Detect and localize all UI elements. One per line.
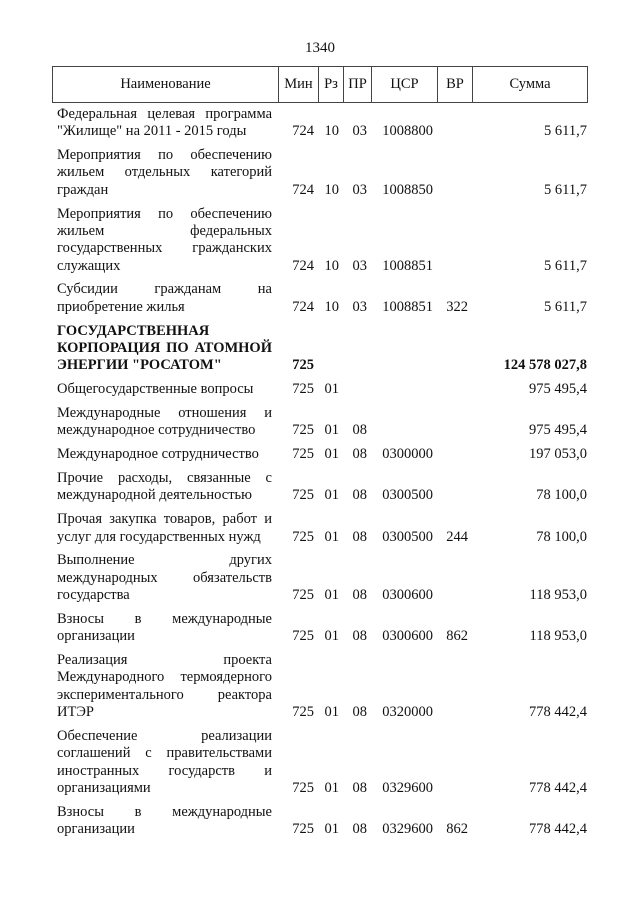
table-row — [57, 470, 587, 505]
table-row — [57, 147, 587, 199]
cell-rz: 01 — [324, 528, 339, 545]
cell-name: Субсидии гражданам на приобретение жилья — [57, 281, 272, 315]
cell-vr: 244 — [446, 528, 468, 545]
cell-pr: 08 — [352, 446, 367, 463]
table-row — [57, 611, 587, 646]
table-row — [57, 206, 587, 275]
cell-pr: 08 — [352, 422, 367, 439]
cell-rz: 01 — [324, 487, 339, 504]
cell-rz: 01 — [324, 628, 339, 645]
cell-min: 724 — [292, 298, 314, 315]
cell-csr: 0329600 — [382, 779, 433, 796]
cell-min: 725 — [292, 446, 314, 463]
cell-name: Мероприятия по обеспечению жильем федеральных государственных гражданских служащих — [57, 205, 272, 274]
table-row — [57, 728, 587, 797]
table-row — [57, 106, 587, 141]
cell-name: Взносы в международные организации — [57, 610, 272, 645]
cell-min: 724 — [292, 257, 314, 274]
header-pr: ПР — [344, 67, 372, 102]
cell-pr: 08 — [352, 587, 367, 604]
cell-name: Обеспечение реализации соглашений с правительствами иностранных государств и организациями — [57, 727, 272, 796]
cell-sum: 124 578 027,8 — [503, 357, 587, 374]
header-rz: Рз — [319, 67, 344, 102]
cell-rz: 01 — [324, 422, 339, 439]
cell-rz: 01 — [324, 704, 339, 721]
cell-vr: 862 — [446, 821, 468, 837]
table-row — [57, 652, 587, 721]
cell-min: 725 — [292, 422, 314, 439]
cell-pr: 03 — [352, 298, 367, 315]
cell-min: 724 — [292, 123, 314, 140]
cell-min: 725 — [292, 779, 314, 796]
cell-csr: 1008800 — [382, 123, 433, 140]
cell-min: 725 — [292, 487, 314, 504]
cell-sum: 975 495,4 — [529, 381, 587, 398]
cell-name: Выполнение других международных обязательств государства — [57, 552, 272, 604]
cell-rz: 01 — [324, 446, 339, 463]
cell-sum: 5 611,7 — [544, 181, 587, 198]
cell-sum: 118 953,0 — [529, 628, 587, 645]
cell-rz: 10 — [324, 123, 339, 140]
cell-min: 725 — [292, 821, 314, 837]
cell-sum: 5 611,7 — [544, 123, 587, 140]
header-vr: ВР — [438, 67, 473, 102]
table-row — [57, 381, 587, 398]
cell-name: Международное сотрудничество — [57, 446, 259, 463]
table-header — [52, 66, 588, 103]
cell-sum: 778 442,4 — [529, 821, 587, 837]
cell-sum: 118 953,0 — [529, 587, 587, 604]
cell-pr: 08 — [352, 704, 367, 721]
header-min: Мин — [279, 67, 319, 102]
cell-min: 725 — [292, 628, 314, 645]
cell-rz: 01 — [324, 779, 339, 796]
cell-pr: 03 — [352, 181, 367, 198]
cell-pr: 08 — [352, 821, 367, 837]
cell-sum: 975 495,4 — [529, 422, 587, 439]
cell-pr: 03 — [352, 123, 367, 140]
cell-vr: 322 — [446, 298, 468, 315]
table-row — [57, 281, 587, 316]
cell-sum: 778 442,4 — [529, 779, 587, 796]
cell-min: 724 — [292, 181, 314, 198]
cell-name: Международные отношения и международное сотрудничество — [57, 405, 272, 439]
header-csr: ЦСР — [372, 67, 438, 102]
cell-rz: 10 — [324, 298, 339, 315]
cell-min: 725 — [292, 528, 314, 545]
cell-csr: 0300600 — [382, 587, 433, 604]
table-row — [57, 511, 587, 546]
cell-rz: 10 — [324, 181, 339, 198]
cell-sum: 5 611,7 — [544, 298, 587, 315]
cell-rz: 01 — [324, 381, 339, 398]
cell-rz: 01 — [324, 587, 339, 604]
cell-name: Общегосударственные вопросы — [57, 381, 254, 398]
cell-pr: 03 — [352, 257, 367, 274]
header-sum: Сумма — [509, 76, 551, 92]
cell-sum: 778 442,4 — [529, 704, 587, 721]
cell-sum: 78 100,0 — [536, 487, 587, 504]
cell-csr: 1008851 — [382, 257, 433, 274]
cell-sum: 197 053,0 — [529, 446, 587, 463]
cell-rz: 01 — [324, 821, 339, 837]
page-number: 1340 — [305, 40, 335, 56]
table-row — [57, 323, 587, 375]
cell-name: Федеральная целевая программа "Жилище" на 2011 - 2015 годы — [57, 106, 272, 140]
cell-pr: 08 — [352, 487, 367, 504]
cell-min: 725 — [292, 587, 314, 604]
cell-min: 725 — [292, 357, 314, 374]
cell-sum: 78 100,0 — [536, 528, 587, 545]
cell-csr: 0300600 — [382, 628, 433, 645]
cell-vr: 862 — [446, 628, 468, 645]
header-name: Наименование — [53, 67, 279, 102]
cell-min: 725 — [292, 381, 314, 398]
cell-name: Прочие расходы, связанные с международной деятельностью — [57, 470, 272, 504]
cell-name: Взносы в международные организации — [57, 803, 272, 837]
cell-pr: 08 — [352, 628, 367, 645]
cell-min: 725 — [292, 704, 314, 721]
cell-csr: 0329600 — [382, 821, 433, 837]
table-row — [57, 552, 587, 604]
table-row — [57, 446, 587, 463]
cell-pr: 08 — [352, 779, 367, 796]
cell-name: ГОСУДАРСТВЕННАЯ КОРПОРАЦИЯ ПО АТОМНОЙ ЭНЕРГИИ "РОСАТОМ" — [57, 322, 272, 374]
cell-pr: 08 — [352, 528, 367, 545]
cell-csr: 0300500 — [382, 487, 433, 504]
cell-csr: 0300000 — [382, 446, 433, 463]
cell-csr: 1008851 — [382, 298, 433, 315]
cell-name: Реализация проекта Международного термоядерного экспериментального реактора ИТЭР — [57, 652, 272, 721]
cell-csr: 1008850 — [382, 181, 433, 198]
cell-csr: 0300500 — [382, 528, 433, 545]
cell-name: Прочая закупка товаров, работ и услуг для государственных нужд — [57, 511, 272, 545]
cell-sum: 5 611,7 — [544, 257, 587, 274]
cell-name: Мероприятия по обеспечению жильем отдельных категорий граждан — [57, 147, 272, 198]
cell-rz: 10 — [324, 257, 339, 274]
table-row — [57, 405, 587, 440]
table-row — [57, 804, 587, 839]
table-body — [57, 106, 587, 845]
cell-csr: 0320000 — [382, 704, 433, 721]
